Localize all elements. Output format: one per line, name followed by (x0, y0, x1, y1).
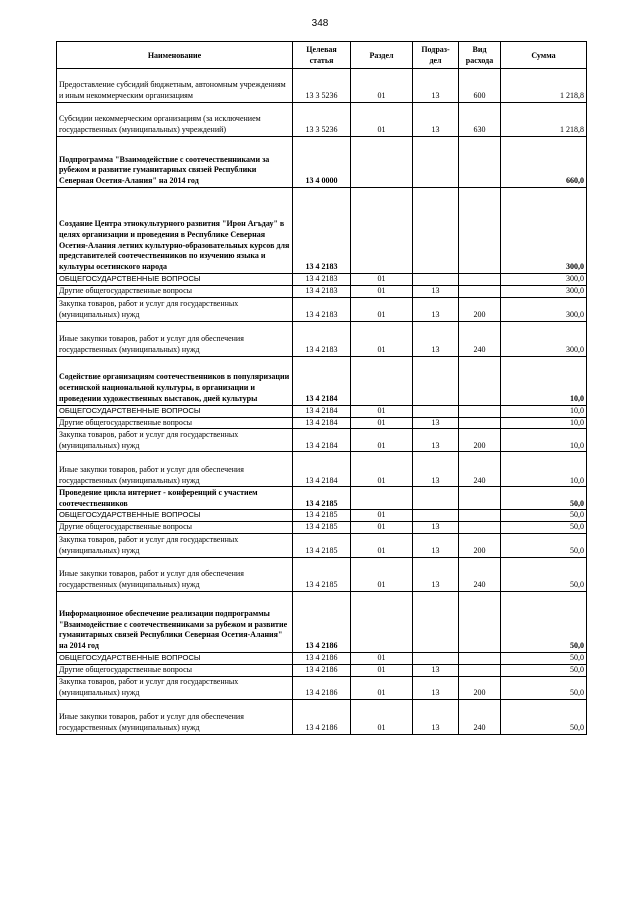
table-row (57, 321, 587, 356)
row-subsection: 13 (413, 676, 459, 699)
row-name: Предоставление субсидий бюджетным, автономным учреждениям и иным некоммерческим организациям (57, 69, 293, 103)
row-name: Создание Центра этнокультурного развития "Ирон Агъдау" в целях организации и проведения в Республике Северная Осетия-Алания летних культурно-образовательных курсов для представителей соотечественников по изучению языка и культуры осетинского народа (57, 188, 293, 274)
row-target: 13 4 2183 (293, 285, 351, 297)
row-expense-type (459, 522, 501, 534)
row-amount: 50,0 (501, 699, 587, 734)
row-name: Другие общегосударственные вопросы (57, 522, 293, 534)
row-amount: 50,0 (501, 557, 587, 591)
row-amount: 300,0 (501, 274, 587, 286)
table-row (57, 103, 587, 137)
row-target: 13 4 2184 (293, 417, 351, 429)
row-amount: 50,0 (501, 487, 587, 510)
row-amount: 1 218,8 (501, 103, 587, 137)
row-subsection (413, 591, 459, 652)
row-expense-type: 200 (459, 297, 501, 321)
row-amount: 50,0 (501, 591, 587, 652)
row-amount: 10,0 (501, 429, 587, 452)
table-row (57, 417, 587, 429)
row-section: 01 (351, 533, 413, 557)
table-row (57, 356, 587, 405)
table-row (57, 533, 587, 557)
row-amount: 10,0 (501, 417, 587, 429)
row-section: 01 (351, 557, 413, 591)
budget-table (56, 41, 587, 735)
row-expense-type (459, 510, 501, 522)
row-amount: 50,0 (501, 510, 587, 522)
row-section: 01 (351, 676, 413, 699)
row-name: ОБЩЕГОСУДАРСТВЕННЫЕ ВОПРОСЫ (57, 274, 293, 286)
row-amount: 50,0 (501, 676, 587, 699)
row-name: Иные закупки товаров, работ и услуг для обеспечения государственных (муниципальных) нужд (57, 321, 293, 356)
row-target: 13 4 2183 (293, 274, 351, 286)
table-row (57, 297, 587, 321)
row-target: 13 4 2184 (293, 356, 351, 405)
header-amount: Сумма (501, 42, 587, 69)
row-subsection (413, 274, 459, 286)
row-section: 01 (351, 452, 413, 487)
table-header-row (57, 42, 587, 69)
row-amount: 1 218,8 (501, 69, 587, 103)
row-name: Другие общегосударственные вопросы (57, 285, 293, 297)
header-target: Целевая статья (293, 42, 351, 69)
row-target: 13 4 0000 (293, 137, 351, 188)
table-row (57, 285, 587, 297)
row-expense-type: 240 (459, 321, 501, 356)
row-subsection: 13 (413, 533, 459, 557)
row-section: 01 (351, 274, 413, 286)
row-section: 01 (351, 429, 413, 452)
table-row (57, 510, 587, 522)
table-row (57, 522, 587, 534)
row-name: ОБЩЕГОСУДАРСТВЕННЫЕ ВОПРОСЫ (57, 405, 293, 417)
row-expense-type: 240 (459, 557, 501, 591)
row-name: Субсидии некоммерческим организациям (за исключением государственных (муниципальных) учреждений) (57, 103, 293, 137)
row-section: 01 (351, 664, 413, 676)
row-name: ОБЩЕГОСУДАРСТВЕННЫЕ ВОПРОСЫ (57, 510, 293, 522)
page-number: 348 (311, 18, 329, 29)
row-amount: 300,0 (501, 321, 587, 356)
row-expense-type: 240 (459, 452, 501, 487)
table-body (57, 69, 587, 735)
row-expense-type (459, 487, 501, 510)
row-expense-type (459, 188, 501, 274)
row-subsection (413, 510, 459, 522)
row-expense-type: 200 (459, 533, 501, 557)
row-target: 13 4 2186 (293, 591, 351, 652)
row-expense-type: 240 (459, 699, 501, 734)
table-row (57, 652, 587, 664)
row-section: 01 (351, 652, 413, 664)
row-name: Информационное обеспечение реализации подпрограммы "Взаимодействие с соотечественниками за рубежом и развитие гуманитарных связей Республики Северная Осетия-Алания" на 2014 год (57, 591, 293, 652)
header-name: Наименование (57, 42, 293, 69)
row-section (351, 356, 413, 405)
row-section (351, 591, 413, 652)
row-target: 13 4 2185 (293, 533, 351, 557)
row-name: Иные закупки товаров, работ и услуг для обеспечения государственных (муниципальных) нужд (57, 452, 293, 487)
row-target: 13 4 2183 (293, 188, 351, 274)
header-subsection: Подраз- дел (413, 42, 459, 69)
table-row (57, 274, 587, 286)
row-expense-type: 600 (459, 69, 501, 103)
row-section: 01 (351, 405, 413, 417)
row-subsection: 13 (413, 69, 459, 103)
row-target: 13 4 2186 (293, 652, 351, 664)
row-name: Содействие организациям соотечественников в популяризации осетинской национальной культуры, в организации и проведении художественных выставок, дней культуры (57, 356, 293, 405)
row-expense-type: 630 (459, 103, 501, 137)
table-row (57, 452, 587, 487)
row-subsection: 13 (413, 103, 459, 137)
row-expense-type (459, 417, 501, 429)
row-target: 13 4 2185 (293, 510, 351, 522)
row-subsection: 13 (413, 664, 459, 676)
row-subsection (413, 188, 459, 274)
row-target: 13 3 5236 (293, 103, 351, 137)
table-row (57, 591, 587, 652)
row-section: 01 (351, 69, 413, 103)
row-amount: 50,0 (501, 533, 587, 557)
row-subsection: 13 (413, 452, 459, 487)
row-section: 01 (351, 297, 413, 321)
row-name: Проведение цикла интернет - конференций с участием соотечественников (57, 487, 293, 510)
row-subsection: 13 (413, 417, 459, 429)
row-name: Закупка товаров, работ и услуг для государственных (муниципальных) нужд (57, 676, 293, 699)
row-expense-type (459, 664, 501, 676)
row-subsection: 13 (413, 699, 459, 734)
table-row (57, 69, 587, 103)
row-section (351, 188, 413, 274)
row-amount: 660,0 (501, 137, 587, 188)
row-name: Закупка товаров, работ и услуг для государственных (муниципальных) нужд (57, 297, 293, 321)
row-target: 13 4 2184 (293, 405, 351, 417)
table-row (57, 487, 587, 510)
row-target: 13 4 2183 (293, 297, 351, 321)
row-expense-type (459, 405, 501, 417)
table-row (57, 405, 587, 417)
row-expense-type (459, 591, 501, 652)
row-target: 13 4 2185 (293, 557, 351, 591)
row-amount: 50,0 (501, 522, 587, 534)
table-row (57, 557, 587, 591)
row-name: ОБЩЕГОСУДАРСТВЕННЫЕ ВОПРОСЫ (57, 652, 293, 664)
row-expense-type (459, 274, 501, 286)
row-target: 13 4 2185 (293, 487, 351, 510)
row-subsection: 13 (413, 522, 459, 534)
row-name: Другие общегосударственные вопросы (57, 664, 293, 676)
row-target: 13 4 2186 (293, 676, 351, 699)
table-row (57, 664, 587, 676)
row-amount: 300,0 (501, 297, 587, 321)
table-row (57, 429, 587, 452)
row-expense-type (459, 137, 501, 188)
row-amount: 10,0 (501, 356, 587, 405)
row-expense-type: 200 (459, 676, 501, 699)
row-subsection: 13 (413, 557, 459, 591)
row-expense-type (459, 356, 501, 405)
row-name: Иные закупки товаров, работ и услуг для обеспечения государственных (муниципальных) нужд (57, 557, 293, 591)
row-name: Подпрограмма "Взаимодействие с соотечественниками за рубежом и развитие гуманитарных связей Республики Северная Осетия-Алания" на 2014 год (57, 137, 293, 188)
row-name: Иные закупки товаров, работ и услуг для обеспечения государственных (муниципальных) нужд (57, 699, 293, 734)
row-target: 13 4 2185 (293, 522, 351, 534)
row-section (351, 137, 413, 188)
row-target: 13 3 5236 (293, 69, 351, 103)
row-expense-type (459, 285, 501, 297)
row-section: 01 (351, 285, 413, 297)
row-expense-type: 200 (459, 429, 501, 452)
row-name: Закупка товаров, работ и услуг для государственных (муниципальных) нужд (57, 533, 293, 557)
row-section: 01 (351, 103, 413, 137)
row-section: 01 (351, 699, 413, 734)
row-amount: 10,0 (501, 452, 587, 487)
row-expense-type (459, 652, 501, 664)
row-amount: 50,0 (501, 664, 587, 676)
row-amount: 10,0 (501, 405, 587, 417)
row-target: 13 4 2184 (293, 429, 351, 452)
row-subsection: 13 (413, 429, 459, 452)
row-target: 13 4 2186 (293, 664, 351, 676)
header-section: Раздел (351, 42, 413, 69)
row-amount: 300,0 (501, 188, 587, 274)
row-subsection (413, 405, 459, 417)
row-section (351, 487, 413, 510)
row-subsection (413, 652, 459, 664)
row-target: 13 4 2183 (293, 321, 351, 356)
row-name: Закупка товаров, работ и услуг для государственных (муниципальных) нужд (57, 429, 293, 452)
row-amount: 50,0 (501, 652, 587, 664)
table-row (57, 699, 587, 734)
row-target: 13 4 2186 (293, 699, 351, 734)
header-expense-type: Вид расхода (459, 42, 501, 69)
row-section: 01 (351, 522, 413, 534)
row-subsection (413, 487, 459, 510)
row-name: Другие общегосударственные вопросы (57, 417, 293, 429)
row-target: 13 4 2184 (293, 452, 351, 487)
row-section: 01 (351, 510, 413, 522)
row-subsection: 13 (413, 321, 459, 356)
row-subsection: 13 (413, 297, 459, 321)
table-row (57, 137, 587, 188)
row-subsection (413, 137, 459, 188)
table-row (57, 676, 587, 699)
row-amount: 300,0 (501, 285, 587, 297)
row-subsection: 13 (413, 285, 459, 297)
row-section: 01 (351, 321, 413, 356)
row-section: 01 (351, 417, 413, 429)
table-row (57, 188, 587, 274)
row-subsection (413, 356, 459, 405)
